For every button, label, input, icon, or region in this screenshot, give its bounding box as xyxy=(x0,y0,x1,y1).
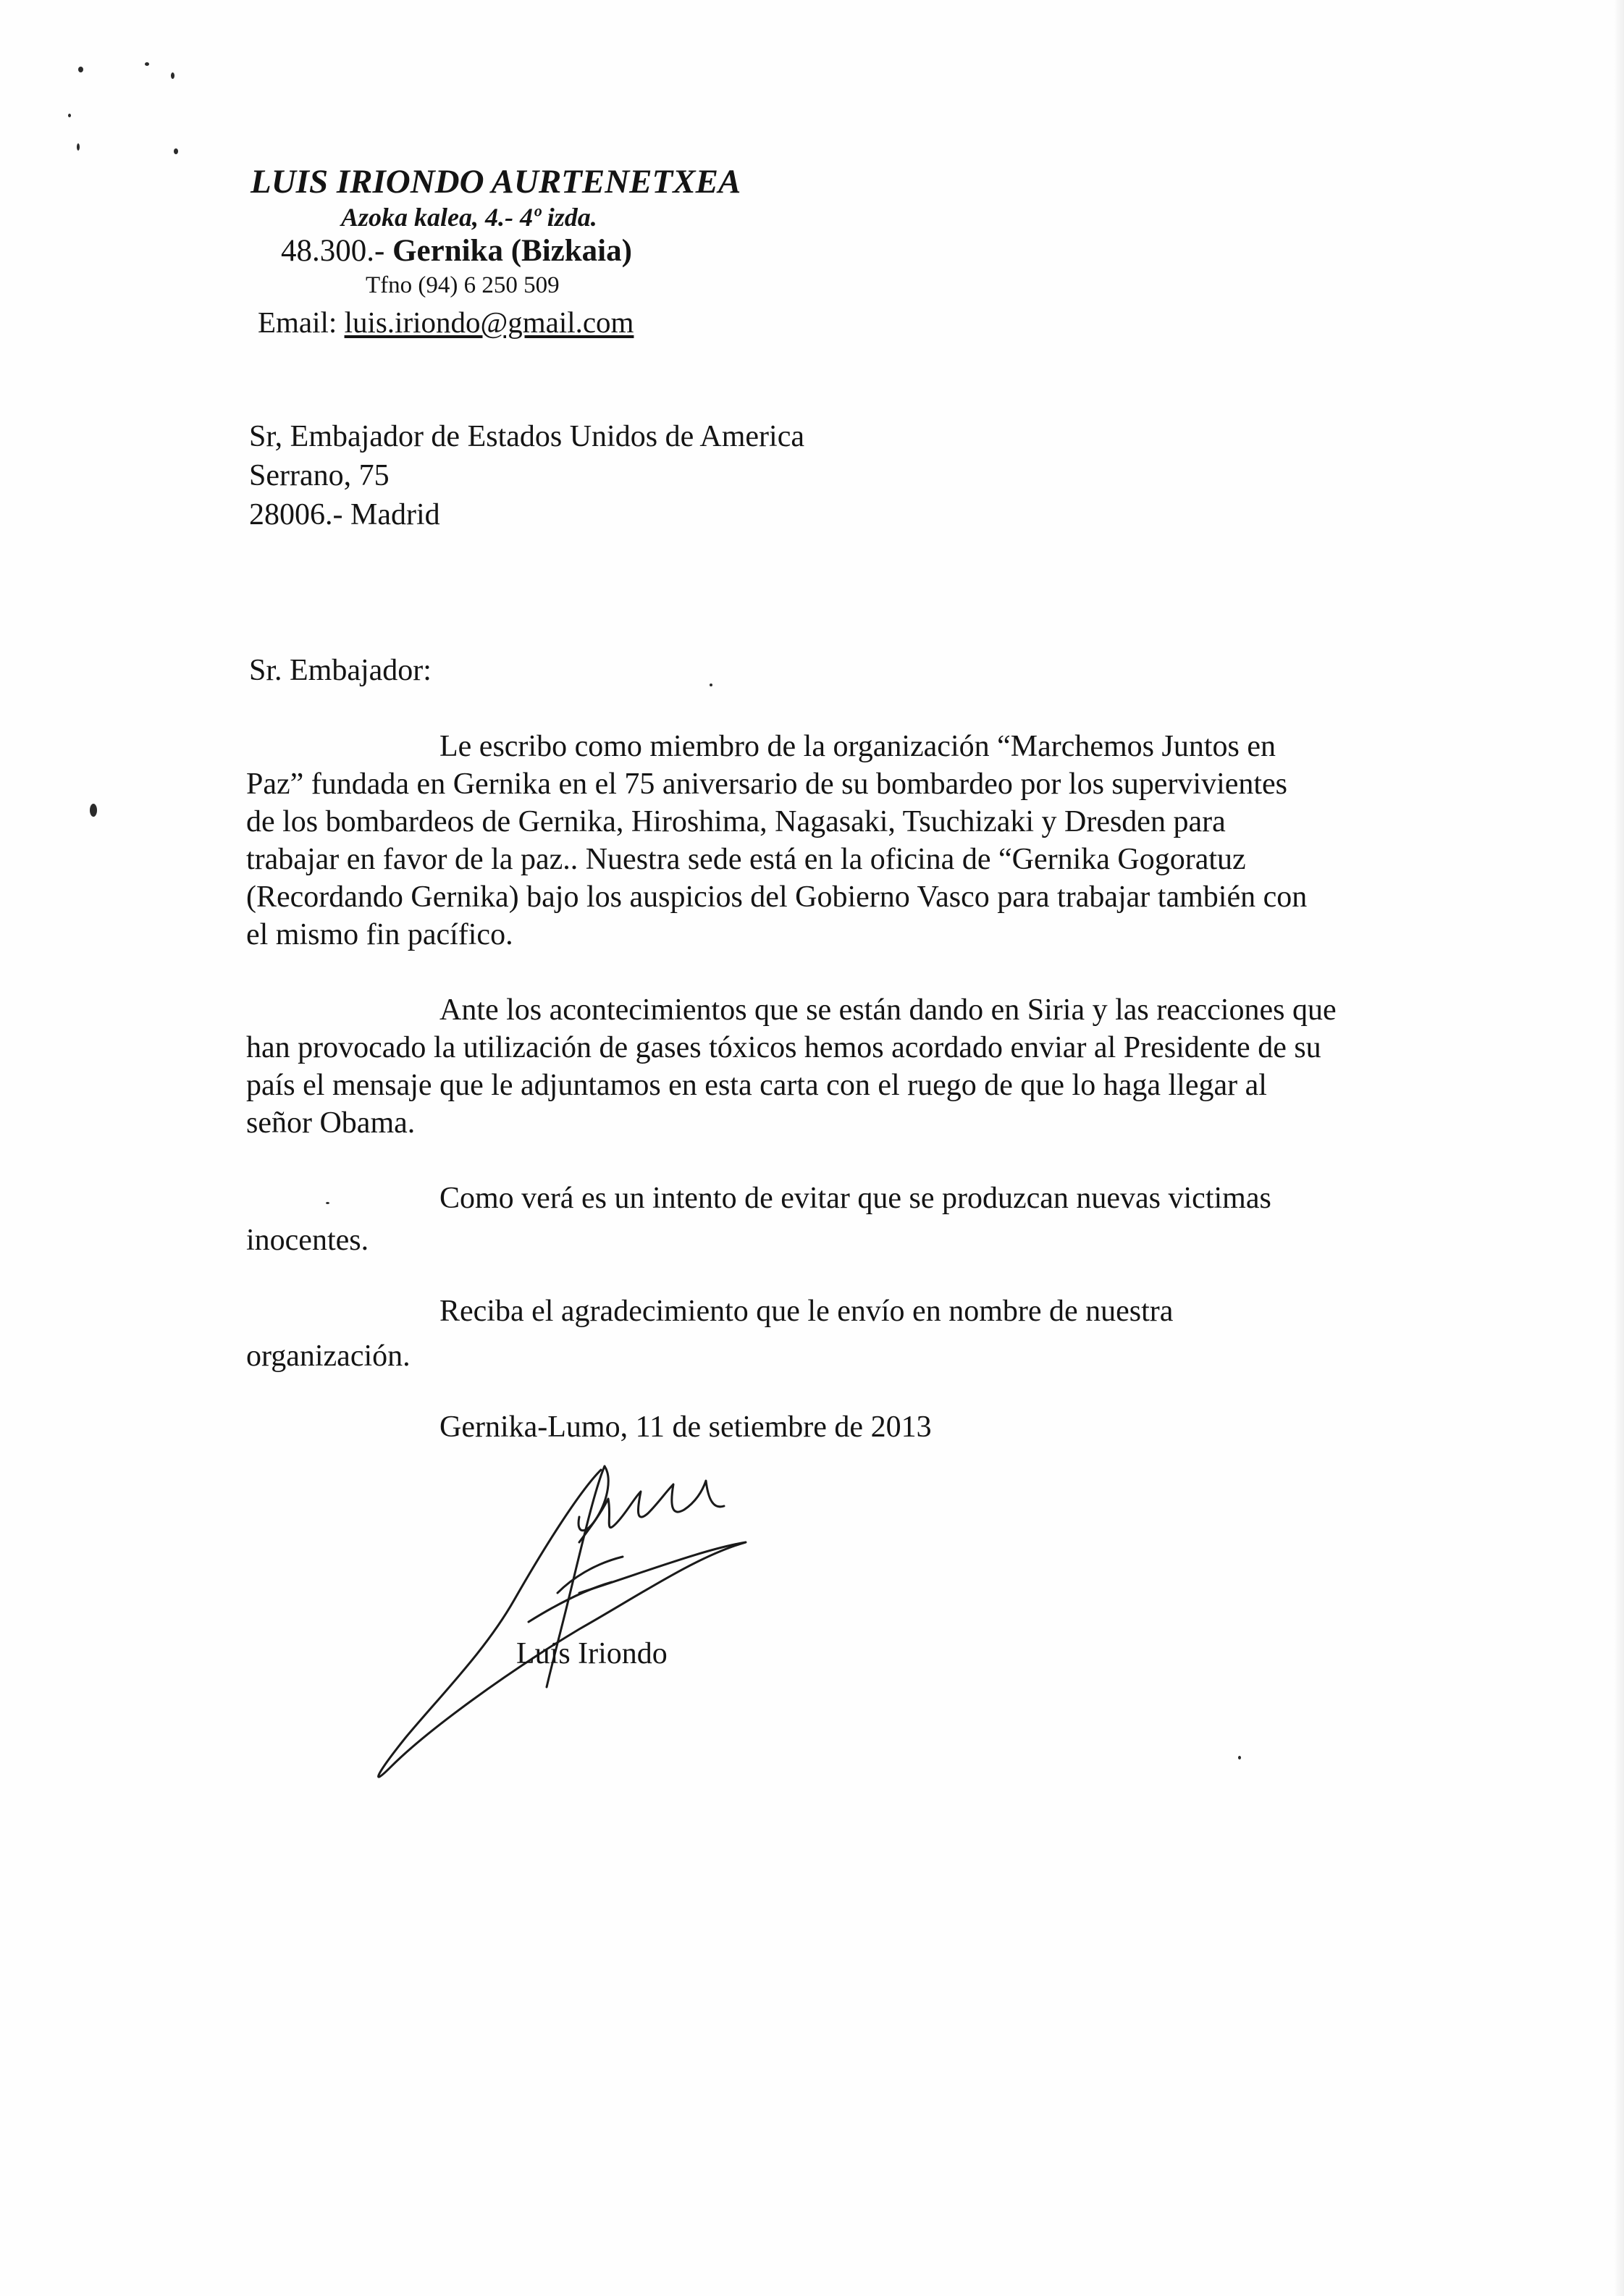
scan-speck xyxy=(171,72,174,79)
body-line: organización. xyxy=(246,1340,411,1373)
body-line: trabajar en favor de la paz.. Nuestra sede está en la oficina de “Gernika Gogoratuz xyxy=(246,843,1246,876)
email-link[interactable]: luis.iriondo@gmail.com xyxy=(344,306,634,339)
body-line: de los bombardeos de Gernika, Hiroshima, Nagasaki, Tsuchizaki y Dresden para xyxy=(246,805,1226,838)
scan-speck xyxy=(77,143,80,151)
body-line: Como verá es un intento de evitar que se produzcan nuevas victimas xyxy=(439,1182,1271,1215)
scan-edge-shadow xyxy=(1614,0,1624,2296)
salutation: Sr. Embajador: xyxy=(249,654,432,687)
scan-speck xyxy=(1238,1756,1241,1759)
scan-speck xyxy=(710,684,712,686)
sender-city: Gernika (Bizkaia) xyxy=(392,234,632,268)
sender-street: Azoka kalea, 4.- 4º izda. xyxy=(341,203,597,232)
body-line: Reciba el agradecimiento que le envío en nombre de nuestra xyxy=(439,1295,1174,1328)
body-line: (Recordando Gernika) bajo los auspicios del Gobierno Vasco para trabajar también con xyxy=(246,880,1308,914)
body-line: inocentes. xyxy=(246,1224,369,1257)
scan-speck xyxy=(145,62,149,66)
sender-postal-code: 48.300.- xyxy=(281,234,393,268)
recipient-title: Sr, Embajador de Estados Unidos de America xyxy=(249,420,804,453)
scan-speck xyxy=(174,148,178,154)
sender-name: LUIS IRIONDO AURTENETXEA xyxy=(251,163,741,201)
body-line: Le escribo como miembro de la organización “Marchemos Juntos en xyxy=(439,730,1276,763)
body-line: señor Obama. xyxy=(246,1106,416,1140)
body-line: Paz” fundada en Gernika en el 75 aniversario de su bombardeo por los supervivientes xyxy=(246,768,1288,801)
scan-speck xyxy=(68,114,71,117)
signer-name: Luis Iriondo xyxy=(516,1637,668,1670)
email-label: Email: xyxy=(258,306,345,339)
handwritten-signature xyxy=(362,1448,767,1781)
body-line: han provocado la utilización de gases tóxicos hemos acordado enviar al Presidente de su xyxy=(246,1031,1321,1064)
recipient-city: 28006.- Madrid xyxy=(249,498,440,531)
body-line: Ante los acontecimientos que se están dando en Siria y las reacciones que xyxy=(439,993,1337,1027)
sender-city-line xyxy=(281,235,632,266)
date-line: Gernika-Lumo, 11 de setiembre de 2013 xyxy=(439,1410,932,1444)
sender-phone: Tfno (94) 6 250 509 xyxy=(366,272,560,298)
scan-speck xyxy=(78,67,83,72)
sender-email-line xyxy=(258,308,634,337)
body-line: el mismo fin pacífico. xyxy=(246,918,513,951)
recipient-street: Serrano, 75 xyxy=(249,459,390,492)
body-line: país el mensaje que le adjuntamos en esta carta con el ruego de que lo haga llegar al xyxy=(246,1069,1267,1102)
scan-speck xyxy=(90,804,97,817)
scan-speck xyxy=(326,1202,329,1204)
